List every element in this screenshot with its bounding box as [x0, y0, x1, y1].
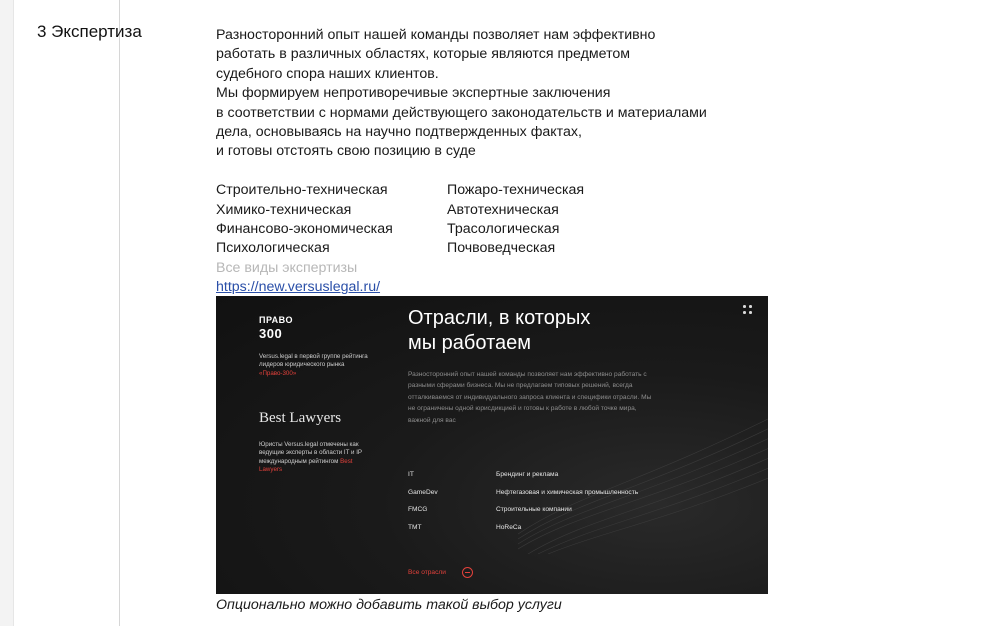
- intro-line: работать в различных областях, которые являются предметом: [216, 46, 631, 63]
- industry-item[interactable]: Нефтегазовая и химическая промышленность: [496, 488, 639, 496]
- intro-line: Разносторонний опыт нашей команды позволяет нам эффективно: [216, 27, 656, 43]
- intro-line: в соответствии с нормами действующего законодательств и материалами: [216, 104, 707, 121]
- expertise-item: Строительно-техническая: [216, 182, 388, 199]
- margin-line: [119, 0, 120, 626]
- industries-description: Разносторонний опыт нашей команды позволяет нам эффективно работать с разными сферами бизнеса. Мы не предлагаем типовых решений, всегда отталкиваемся от индивидуального запроса клиента и специфики отрасли. Мы не ограничены одной юрисдикцией и готовы к работе в любой точке мира, важной для вас: [408, 371, 652, 424]
- expertise-list: [216, 181, 816, 259]
- expertise-item: Почвоведческая: [447, 240, 556, 257]
- pravo300-logo: ПРАВО 300: [259, 315, 293, 341]
- expertise-item: Пожаро-техническая: [447, 182, 585, 199]
- industry-item[interactable]: GameDev: [408, 488, 438, 496]
- best-lawyers-logo: Best Lawyers: [259, 410, 342, 426]
- intro-line: судебного спора наших клиентов.: [216, 65, 439, 82]
- industry-item[interactable]: Строительные компании: [496, 506, 572, 513]
- expertise-item: Химико-техническая: [216, 201, 352, 218]
- industry-item[interactable]: FMCG: [408, 506, 428, 513]
- industry-item[interactable]: HoReCa: [496, 523, 522, 531]
- industries-title: Отрасли, в которых мы работаем: [408, 307, 591, 354]
- expertise-item: Трасологическая: [447, 221, 560, 238]
- arrow-left-icon[interactable]: [462, 567, 473, 578]
- website-link[interactable]: https://new.versuslegal.ru/: [216, 279, 381, 296]
- caption: Опционально можно добавить такой выбор услуги: [216, 597, 562, 613]
- all-industries-link[interactable]: Все отрасли: [408, 569, 446, 576]
- industry-item[interactable]: Брендинг и реклама: [496, 471, 559, 478]
- intro-line: Мы формируем непротиворечивые экспертные заключения: [216, 85, 611, 102]
- page-left-edge: [0, 0, 14, 626]
- menu-grid-icon[interactable]: [743, 305, 752, 314]
- expertise-item: Автотехническая: [447, 201, 559, 218]
- section-title: 3 Экспертиза: [37, 22, 142, 41]
- intro-line: и готовы отстоять свою позицию в суде: [216, 143, 476, 160]
- intro-line: дела, основываясь на научно подтвержденных фактах,: [216, 124, 582, 141]
- industry-item[interactable]: TMT: [408, 523, 422, 531]
- industries-list: [408, 471, 676, 532]
- all-expertise-link[interactable]: Все виды экспертизы: [216, 259, 358, 276]
- expertise-item: Психологическая: [216, 240, 330, 257]
- best-lawyers-text: Юристы Versus.legal отмечены как ведущие эксперты в области IT и IP международным рейтингом Best Lawyers: [259, 441, 362, 474]
- website-screenshot: [216, 296, 768, 594]
- industry-item[interactable]: IT: [408, 471, 414, 478]
- pravo300-text: Versus.legal в первой группе рейтинга лидеров юридического рынка «Право-300»: [259, 353, 368, 377]
- content-block: [216, 26, 816, 298]
- expertise-item: Финансово-экономическая: [216, 221, 393, 238]
